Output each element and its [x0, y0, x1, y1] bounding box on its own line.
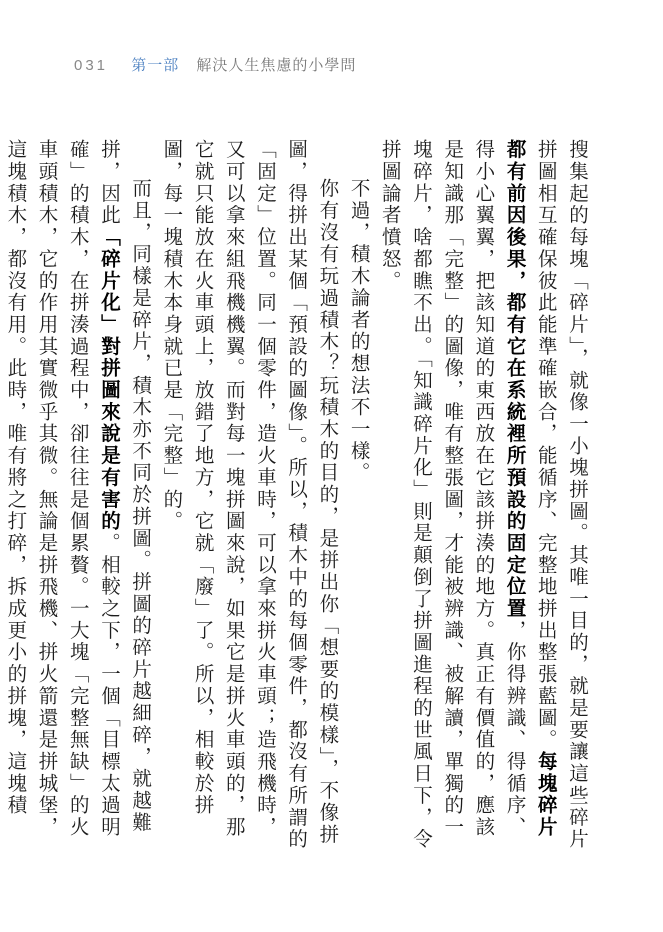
paragraph-4-emphasis: 「碎片化」對拼圖來說是有害的 [97, 226, 121, 533]
paragraph-4-part-c: 。相較之下，一個「目標太過明確」的積木，在拼湊過程中，卻往往是個累贅。一大塊「完整無缺」的火車頭積木，它的作用其實微乎其微。無論是拼飛機、拼火箭還是拼城堡，這塊積木，都沒有用。此時，唯有將之打碎，拆成更小的拼塊，這塊積 [4, 139, 121, 839]
paragraph-1-emphasis: 每塊碎片都有前因後果，都有它在系統裡所預設的固定位置 [503, 139, 558, 839]
paragraph-4-part-a: 而且，同樣是碎片，積木亦不同於拼圖。拼圖的碎片越細碎，就越難拼，因此 [97, 139, 153, 834]
vertical-body-text [0, 139, 593, 851]
paragraph-2: 不過，積木論者的想法不一樣。 [347, 178, 371, 484]
paragraph-1 [375, 139, 593, 851]
page-header [74, 54, 356, 75]
paragraph-1-part-c: ，你得辨識、得循序、得小心翼翼，把該知道的東西放在它該拼湊的地方。真正有價值的，應該是知識那「完整」的圖像，唯有整張圖，才能被辨識、被解讀，單獨的一塊碎片，啥都瞧不出。「知識碎片化」則是顛倒了拼圖進程的世風日下，令拼圖論者憤怒。 [378, 139, 527, 851]
paragraph-4 [0, 139, 156, 851]
paragraph-3: 你有沒有玩過積木？玩積木的目的，是拼出你「想要的模樣」，不像拼圖，得拼出某個「預設的圖像」。所以，積木中的每個零件，都沒有所謂的「固定」位置。同一個零件，造火車時，可以拿來拼火車頭；造飛機時，又可以拿來組飛機機翼。而對每一塊拼圖來說，如果它是拼火車頭的，那它就只能放在火車頭上，放錯了地方，它就「廢」了。所以，相較於拼圖，每一塊積木本身就已是「完整」的。 [160, 139, 340, 851]
paragraph-1-part-a: 搜集起的每塊「碎片」，就像一小塊拼圖。其唯一目的，就是要讓這些碎片拼圖相互確保彼此能準確嵌合，能循序、完整地拼出整張藍圖。 [534, 139, 589, 851]
page-number: 031 [74, 57, 109, 74]
chapter-title: 解決人生焦慮的小學問 [196, 57, 357, 74]
part-label: 第一部 [131, 57, 180, 74]
